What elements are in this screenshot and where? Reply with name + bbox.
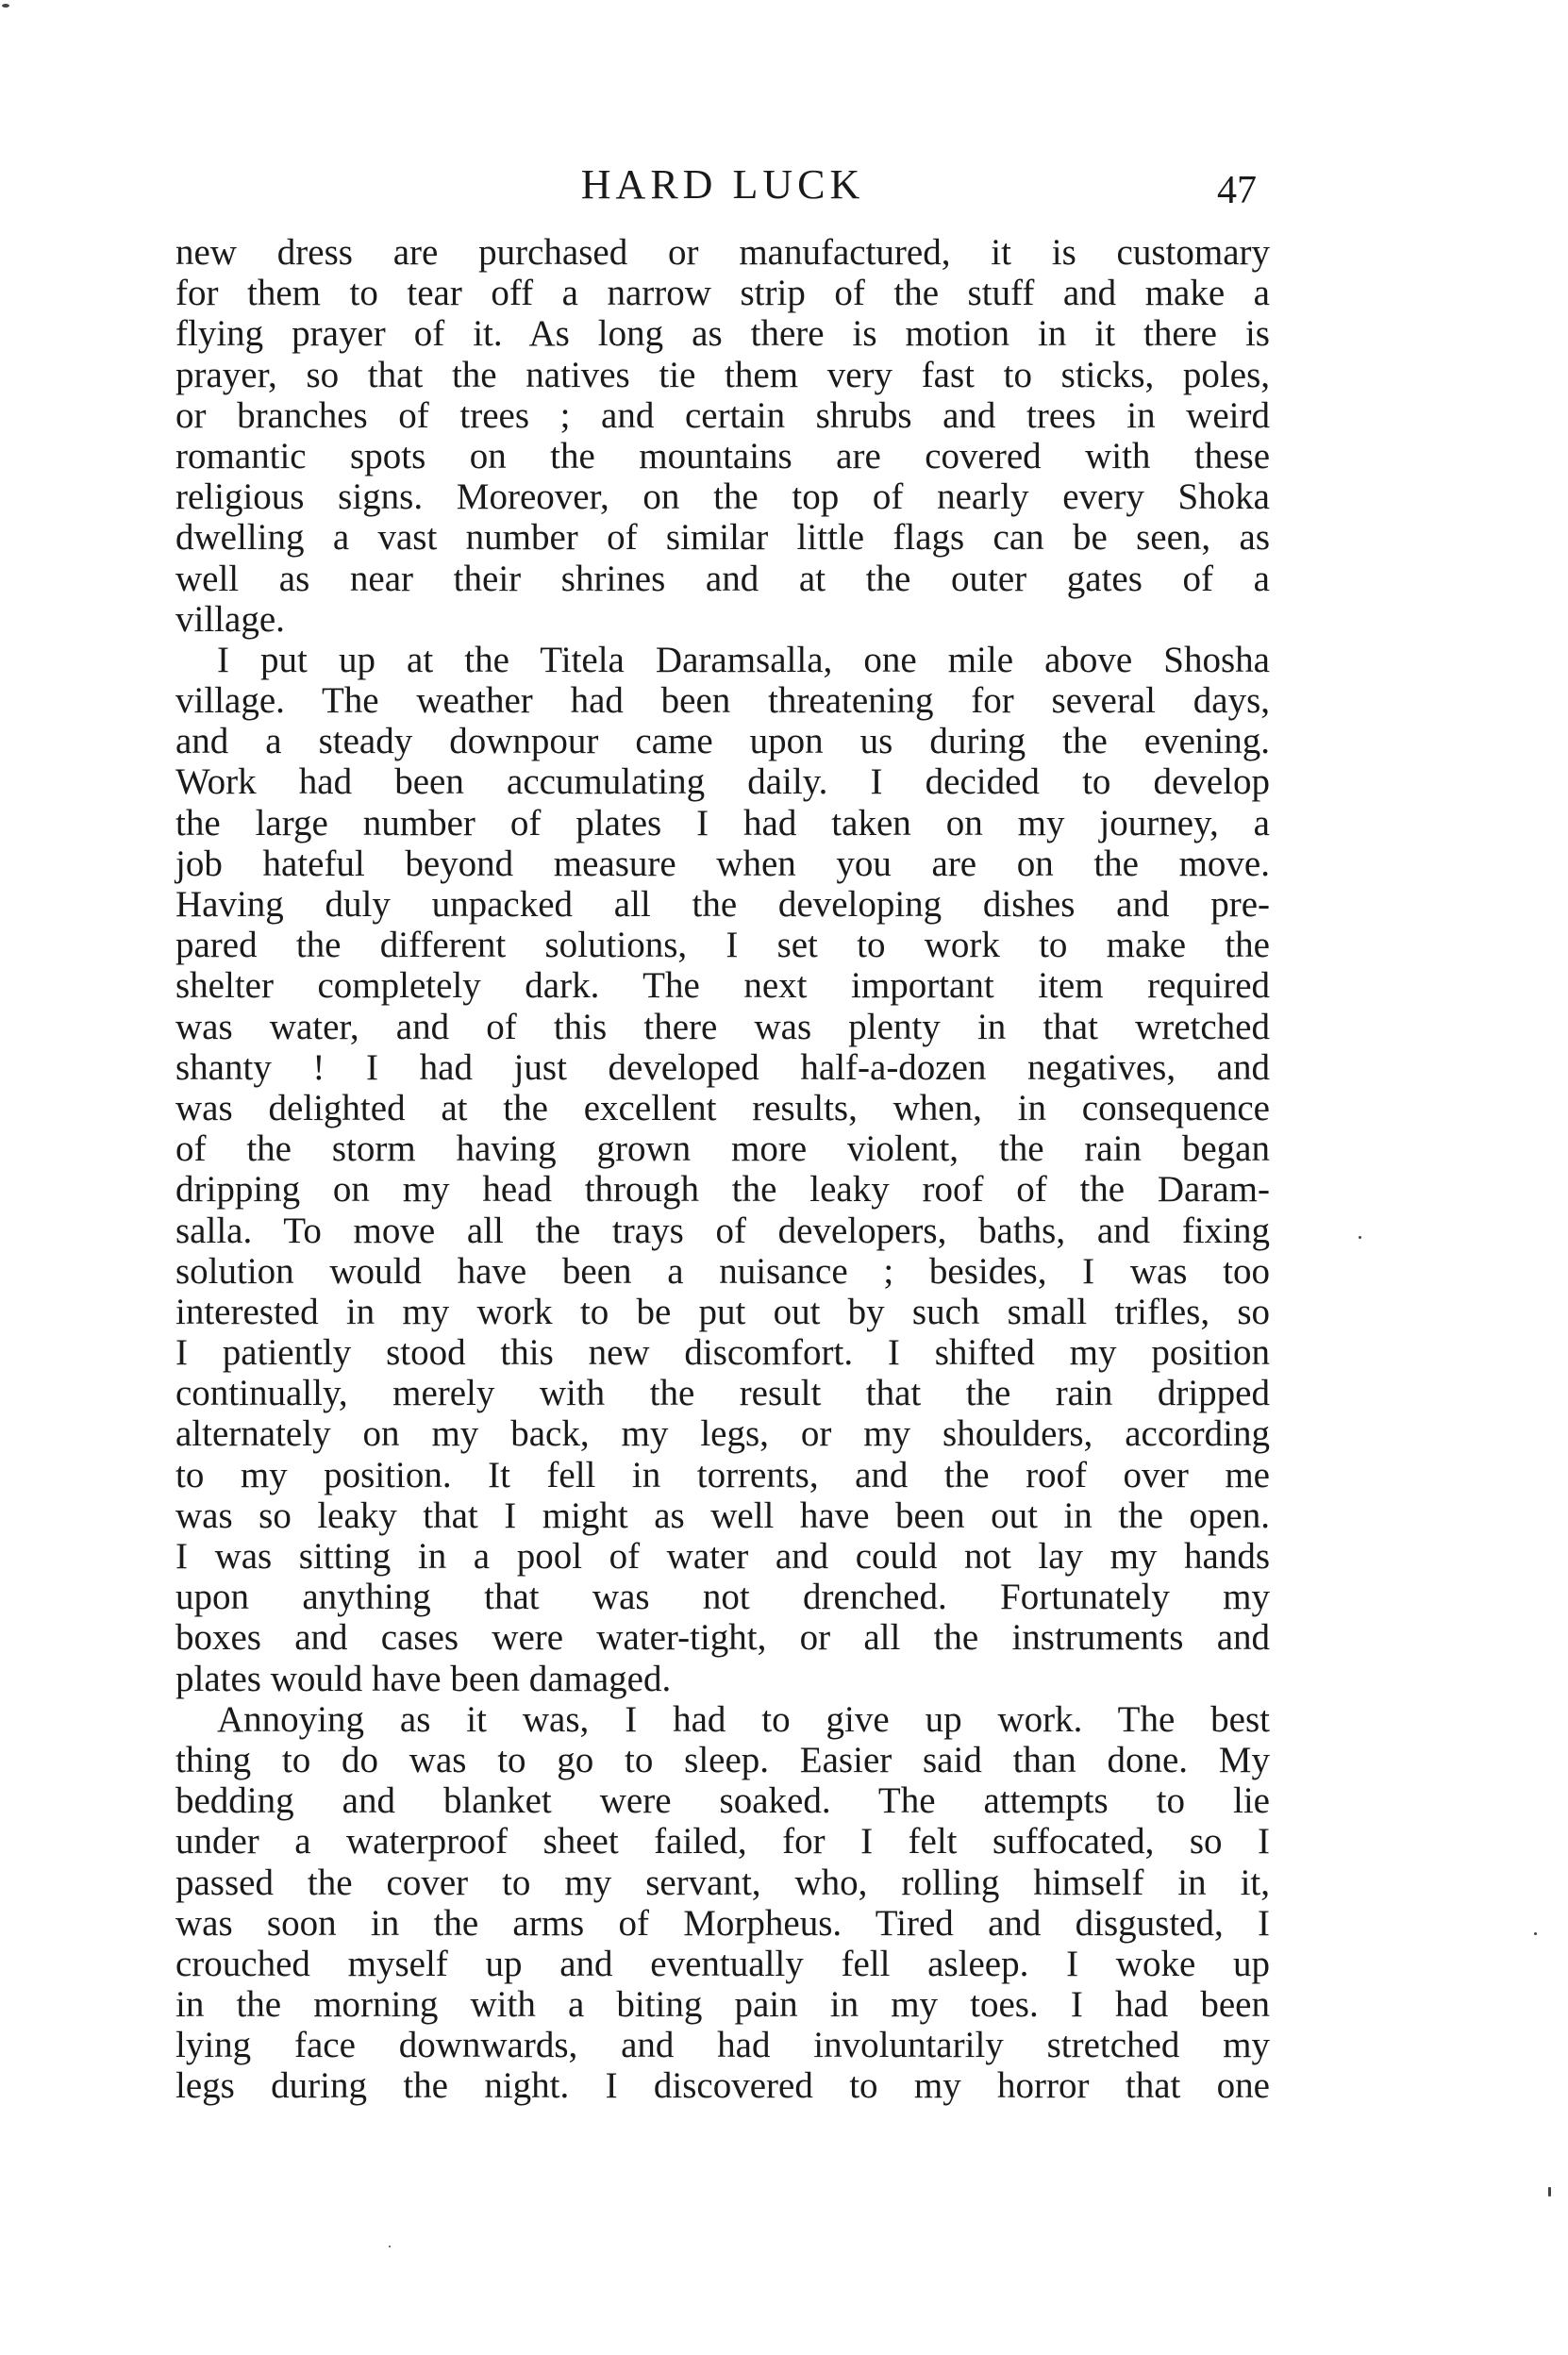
text-line: new dress are purchased or manufactured, it is customary [175,232,1270,273]
text-line: plates would have been damaged. [175,1658,672,1699]
text-line: well as near their shrines and at the outer gates of a [175,558,1270,599]
text-line: salla. To move all the trays of developers, baths, and fixing [175,1210,1270,1251]
text-line: religious signs. Moreover, on the top of nearly every Shoka [175,476,1270,518]
scan-speck [1534,1932,1537,1935]
text-line: and a steady downpour came upon us during the evening. [175,721,1270,762]
text-line: was soon in the arms of Morpheus. Tired and disgusted, I [175,1902,1270,1944]
running-title: HARD LUCK [580,161,865,208]
text-line: crouched myself up and eventually fell asleep. I woke up [175,1943,1270,1984]
text-line: romantic spots on the mountains are covered with these [175,435,1270,476]
scan-speck [2,4,9,8]
text-line: Annoying as it was, I had to give up work. The best [217,1698,1270,1740]
text-line: alternately on my back, my legs, or my shoulders, according [175,1413,1270,1455]
text-line: under a waterproof sheet failed, for I felt suffocated, so I [175,1821,1270,1862]
text-line: Having duly unpacked all the developing dishes and pre- [175,884,1270,925]
text-line: bedding and blanket were soaked. The attempts to lie [175,1780,1270,1822]
text-line: upon anything that was not drenched. Fortunately my [175,1577,1270,1618]
text-line: I patiently stood this new discomfort. I shifted my position [175,1332,1270,1374]
scan-speck [1359,1236,1361,1239]
text-line: or branches of trees ; and certain shrubs and trees in weird [175,394,1270,436]
text-line: dripping on my head through the leaky roof of the Daram- [175,1169,1270,1211]
text-line: shelter completely dark. The next important item required [175,965,1270,1007]
scan-speck [1548,2187,1551,2196]
text-line: I put up at the Titela Daramsalla, one mile above Shosha [217,639,1270,680]
text-line: to my position. It fell in torrents, and the roof over me [175,1454,1270,1495]
text-line: was delighted at the excellent results, when, in consequence [175,1087,1270,1128]
text-line: in the morning with a biting pain in my toes. I had been [175,1984,1270,2026]
text-line: lying face downwards, and had involuntarily stretched my [175,2025,1270,2066]
text-line: pared the different solutions, I set to work to make the [175,925,1270,966]
body-text [175,232,1270,2107]
text-line: solution would have been a nuisance ; besides, I was too [175,1250,1270,1292]
text-line: dwelling a vast number of similar little flags can be seen, as [175,517,1270,559]
text-line: interested in my work to be put out by such small trifles, so [175,1291,1270,1332]
text-line: I was sitting in a pool of water and could not lay my hands [175,1536,1270,1577]
text-line: was so leaky that I might as well have been out in the open. [175,1495,1270,1536]
text-line: village. The weather had been threatening for several days, [175,680,1270,722]
text-line: continually, merely with the result that the rain dripped [175,1373,1270,1414]
scan-speck [389,2246,391,2247]
text-line: boxes and cases were water-tight, or all the instruments and [175,1617,1270,1659]
running-head [175,160,1270,217]
text-line: village. [175,598,285,640]
text-line: shanty ! I had just developed half-a-dozen negatives, and [175,1046,1270,1088]
text-line: the large number of plates I had taken on my journey, a [175,802,1270,843]
text-line: flying prayer of it. As long as there is motion in it there is [175,313,1270,355]
text-line: thing to do was to go to sleep. Easier said than done. My [175,1739,1270,1780]
text-line: prayer, so that the natives tie them very fast to sticks, poles, [175,354,1270,395]
text-line: passed the cover to my servant, who, rolling himself in it, [175,1862,1270,1903]
text-line: legs during the night. I discovered to my horror that one [175,2065,1270,2107]
text-line: was water, and of this there was plenty in that wretched [175,1006,1270,1047]
text-line: Work had been accumulating daily. I decided to develop [175,761,1270,803]
page-number: 47 [1217,169,1257,212]
text-line: for them to tear off a narrow strip of the stuff and make a [175,273,1270,314]
text-line: of the storm having grown more violent, the rain began [175,1128,1270,1170]
text-line: job hateful beyond measure when you are on the move. [175,843,1270,884]
